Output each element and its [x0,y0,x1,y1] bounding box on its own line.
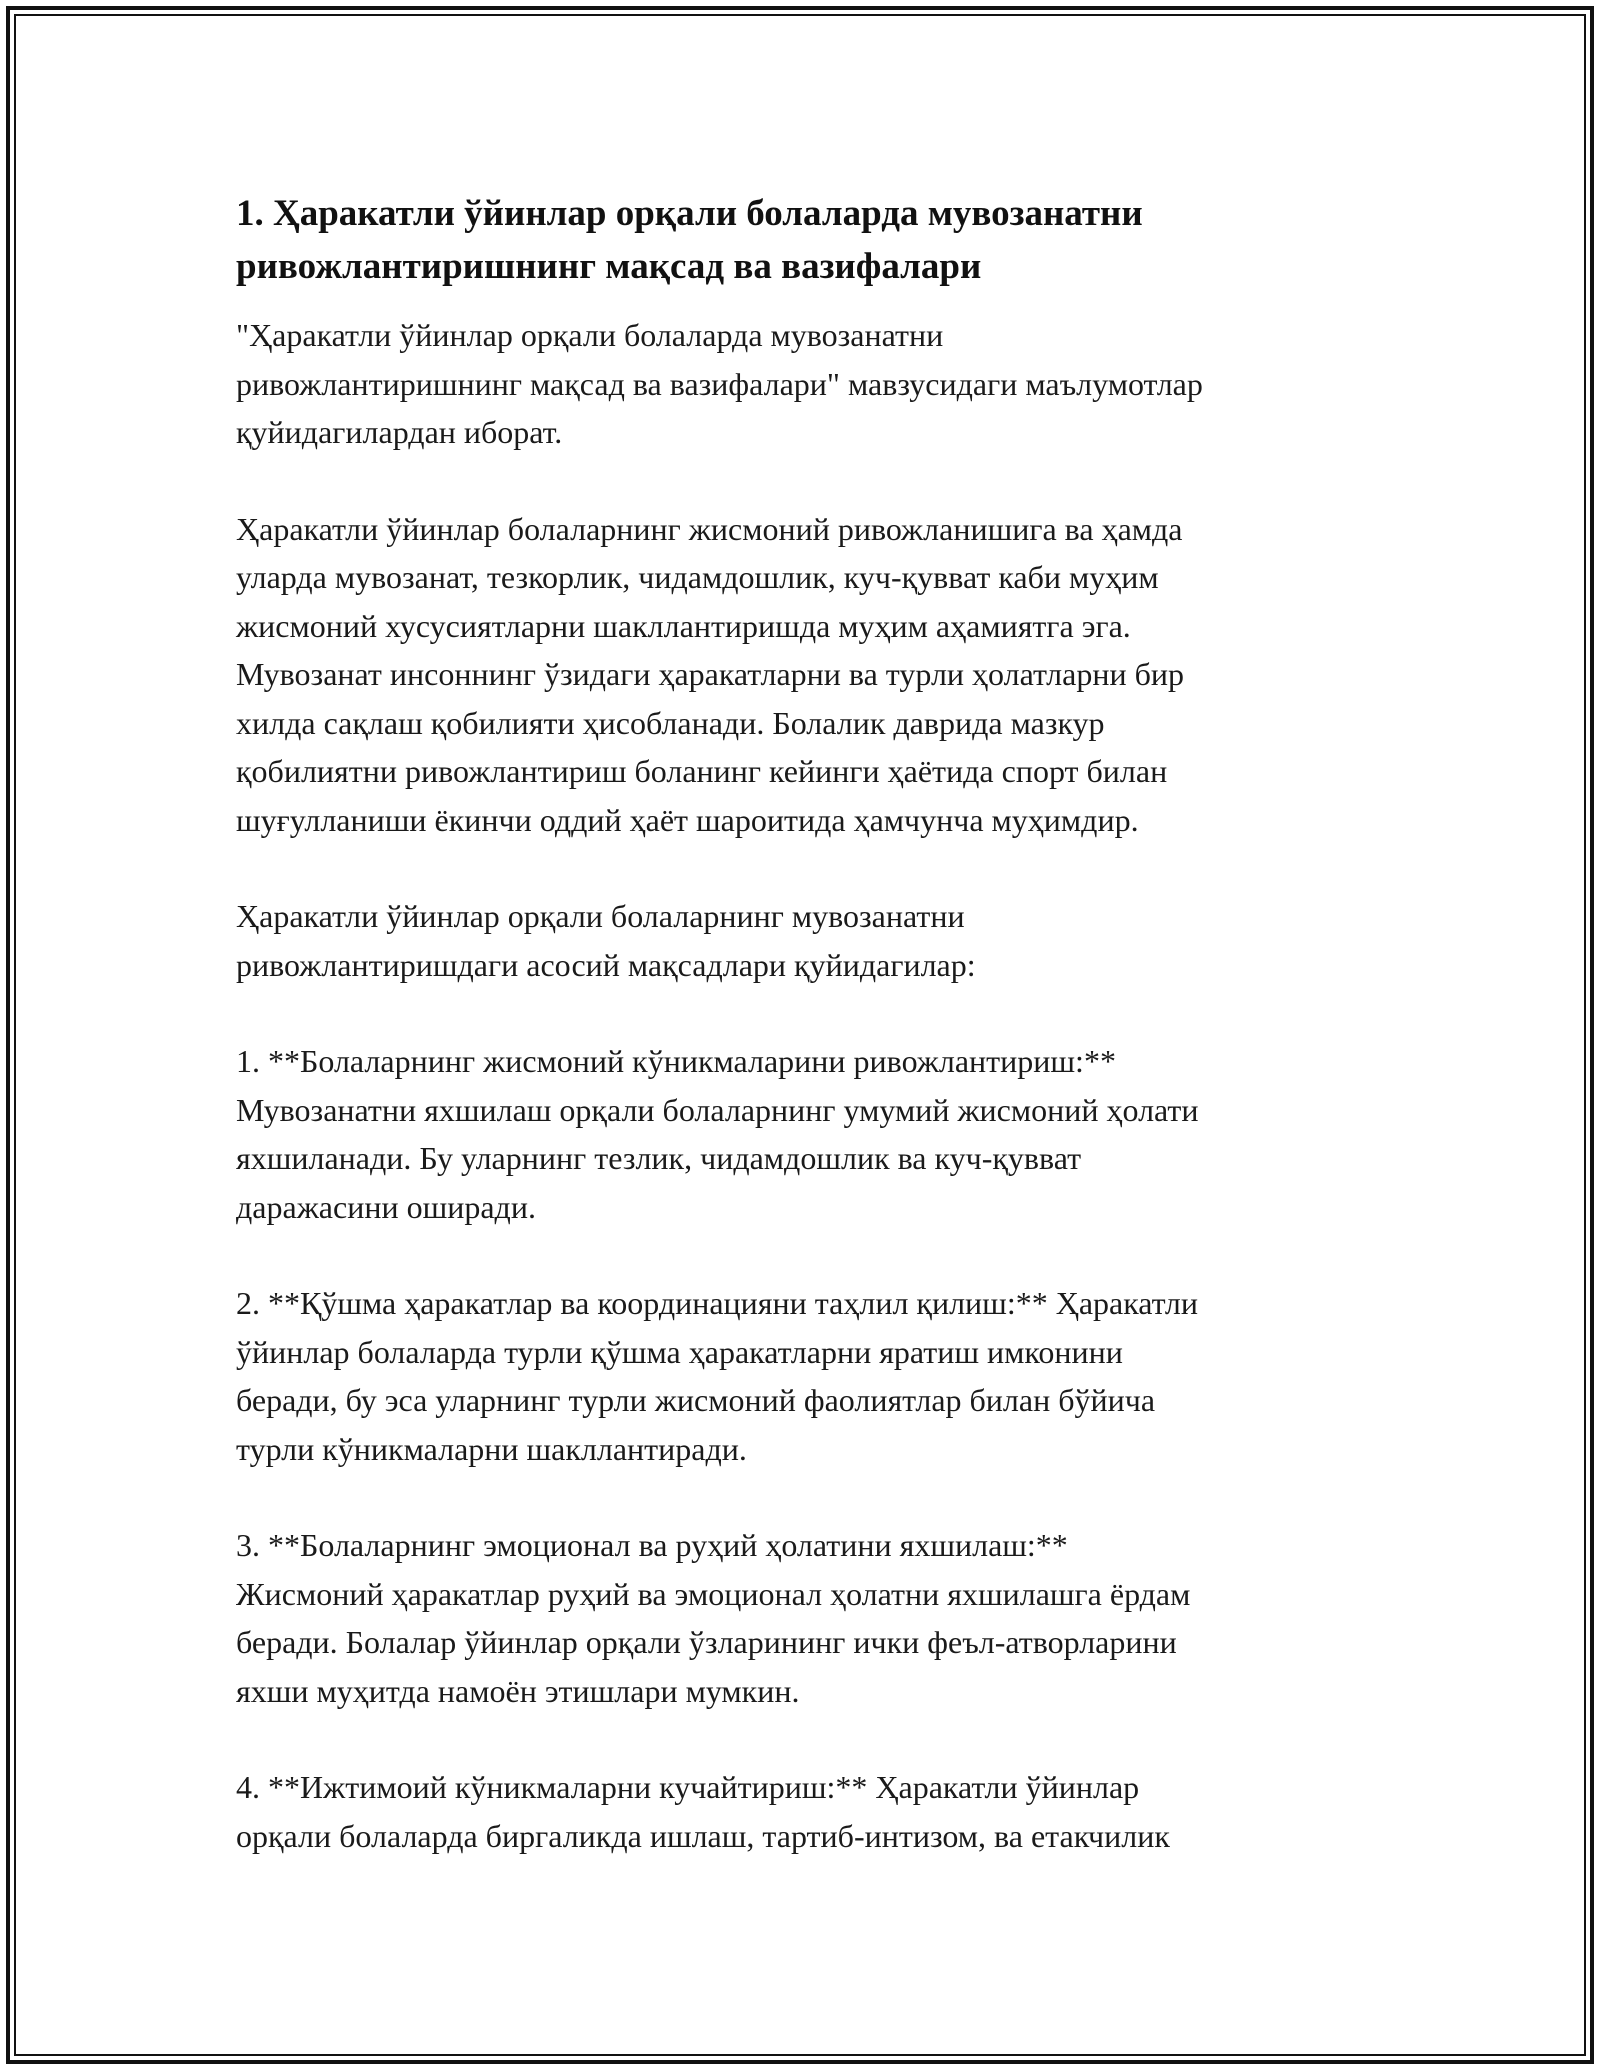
text-line: ривожлантиришнинг мақсад ва вазифалари" мавзусидаги маълумотлар [236,365,1203,402]
text-line: яхшиланади. Бу уларнинг тезлик, чидамдошлик ва куч-қувват [236,1140,1082,1176]
text-line: Мувозанатни яхшилаш орқали болаларнинг умумий жисмоний ҳолати [236,1091,1199,1128]
text-line: яхши муҳитда намоён этишлари мумкин. [236,1672,800,1709]
goal-item-1 [236,1037,1376,1231]
text-line: даражасини оширади. [236,1188,536,1225]
document-body [236,187,1376,1908]
text-line: Ҳаракатли ўйинлар болаларнинг жисмоний ривожланишига ва ҳамда [236,510,1183,547]
text-line: қобилиятни ривожлантириш боланинг кейинги ҳаётида спорт билан [236,753,1168,789]
text-line: ривожлантиришдаги асосий мақсадлари қуйидагилар: [236,946,976,983]
text-line: 4. **Ижтимоий кўникмаларни кучайтириш:** Ҳаракатли ўйинлар [236,1769,1140,1805]
goal-item-4 [236,1763,1376,1860]
intro-paragraph [236,311,1376,457]
heading-line: 1. Ҳаракатли ўйинлар орқали болаларда мувозанатни [236,193,1143,234]
goal-item-2 [236,1279,1376,1473]
text-line: 2. **Қўшма ҳаракатлар ва координацияни таҳлил қилиш:** Ҳаракатли [236,1285,1198,1321]
text-line: Жисмоний ҳаракатлар руҳий ва эмоционал ҳолатни яхшилашга ёрдам [236,1575,1191,1612]
text-line: қуйидагилардан иборат. [236,414,563,450]
text-line: ўйинлар болаларда турли қўшма ҳаракатларни яратиш имконини [236,1333,1123,1370]
goals-intro-paragraph [236,892,1376,989]
heading-line: ривожлантиришнинг мақсад ва вазифалари [236,246,982,287]
text-line: Мувозанат инсоннинг ўзидаги ҳаракатларни ва турли ҳолатларни бир [236,656,1184,692]
text-line: 3. **Болаларнинг эмоционал ва руҳий ҳолатини яхшилаш:** [236,1527,1068,1563]
text-line: Ҳаракатли ўйинлар орқали болаларнинг мувозанатни [236,898,965,934]
text-line: хилда сақлаш қобилияти ҳисобланади. Болалик даврида мазкур [236,704,1105,741]
text-line: орқали болаларда биргаликда ишлаш, тартиб-интизом, ва етакчилик [236,1817,1170,1854]
text-line: 1. **Болаларнинг жисмоний кўникмаларини ривожлантириш:** [236,1043,1116,1079]
text-line: жисмоний хусусиятларни шакллантиришда муҳим аҳамиятга эга. [236,607,1131,644]
section-heading [236,187,1376,293]
text-line: уларда мувозанат, тезкорлик, чидамдошлик, куч-қувват каби муҳим [236,559,1159,595]
body-paragraph [236,505,1376,845]
text-line: беради, бу эса уларнинг турли жисмоний фаолиятлар билан бўйича [236,1382,1156,1418]
text-line: беради. Болалар ўйинлар орқали ўзларининг ички феъл-атворларини [236,1624,1177,1660]
text-line: "Ҳаракатли ўйинлар орқали болаларда мувозанатни [236,317,944,353]
text-line: шуғулланиши ёкинчи оддий ҳаёт шароитида ҳамчунча муҳимдир. [236,801,1139,838]
text-line: турли кўникмаларни шакллантиради. [236,1430,747,1467]
goal-item-3 [236,1521,1376,1715]
